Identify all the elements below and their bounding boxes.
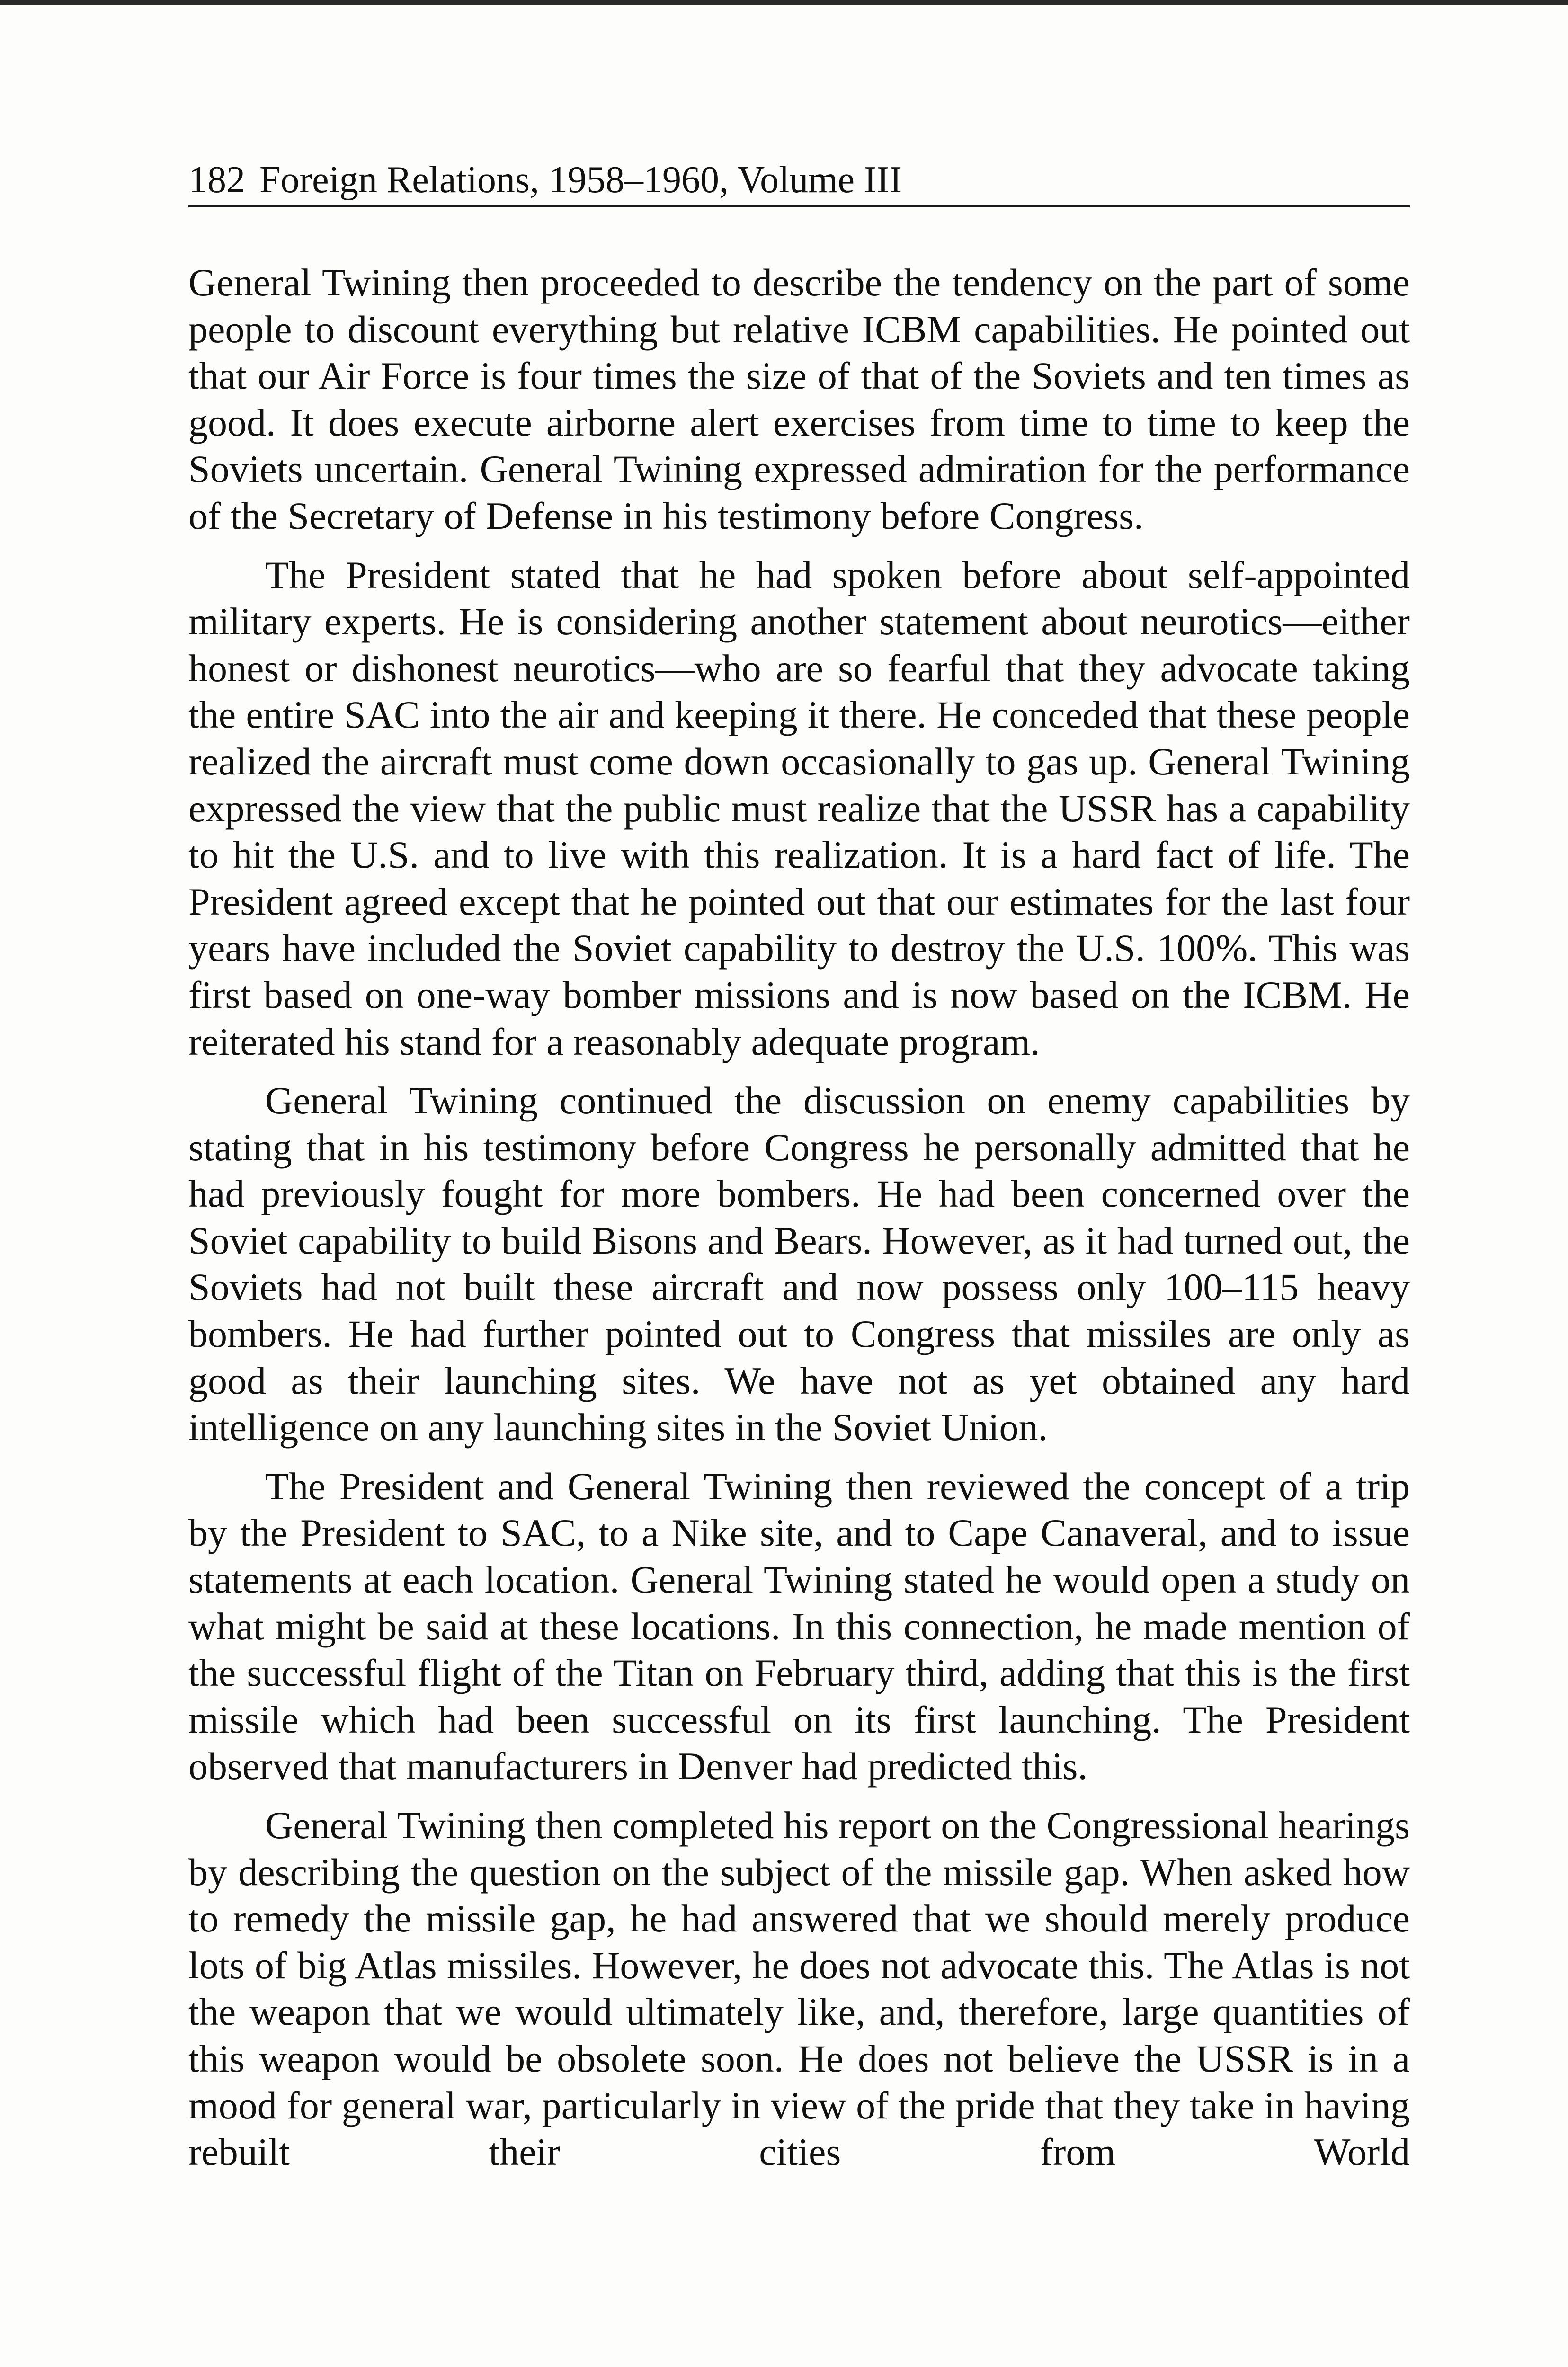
- paragraph-3: General Twining continued the discussion on enemy capabilities by stating that in his testimony before Congress he personally admitted that he had previously fought for more bombers. He had been concerned over the Soviet capability to build Bisons and Bears. However, as it had turned out, the Soviets had not built these aircraft and now possess only 100–115 heavy bombers. He had further pointed out to Congress that missiles are only as good as their launching sites. We have not as yet obtained any hard intelligence on any launching sites in the Soviet Union.: [188, 1079, 1410, 1449]
- running-head: [188, 156, 1410, 207]
- body-text: [188, 259, 1410, 2176]
- paragraph-4: The President and General Twining then reviewed the concept of a trip by the President to SAC, to a Nike site, and to Cape Canaveral, and to issue statements at each location. General Twining stated he would open a study on what might be said at these locations. In this connection, he made mention of the successful flight of the Titan on February third, adding that this is the first missile which had been successful on its first launching. The President observed that manufacturers in Denver had predicted this.: [188, 1464, 1410, 1788]
- paragraph-1: General Twining then proceeded to describe the tendency on the part of some people to discount everything but relative ICBM capabilities. He pointed out that our Air Force is four times the size of that of the Soviets and ten times as good. It does execute airborne alert exercises from time to time to keep the Soviets uncertain. General Twining expressed admiration for the performance of the Secretary of Defense in his testimony before Congress.: [188, 261, 1410, 537]
- paragraph-2: The President stated that he had spoken before about self-appointed military experts. He is considering another statement about neurotics—either honest or dishonest neurotics—who are so fearful that they advocate taking the entire SAC into the air and keeping it there. He conceded that these people realized the aircraft must come down occasionally to gas up. General Twining expressed the view that the public must realize that the USSR has a capability to hit the U.S. and to live with this realization. It is a hard fact of life. The President agreed except that he pointed out that our estimates for the last four years have included the Soviet capability to destroy the U.S. 100%. This was first based on one-way bomber missions and is now based on the ICBM. He reiterated his stand for a reasonably adequate program.: [188, 553, 1410, 1063]
- running-title: Foreign Relations, 1958–1960, Volume III: [259, 159, 902, 201]
- page-number: 182: [188, 159, 245, 201]
- paragraph-5: General Twining then completed his report on the Congressional hearings by describing the question on the subject of the missile gap. When asked how to remedy the missile gap, he had answered that we should merely produce lots of big Atlas missiles. However, he does not advocate this. The Atlas is not the weapon that we would ultimately like, and, therefore, large quantities of this weapon would be obsolete soon. He does not believe the USSR is in a mood for general war, particularly in view of the pride that they take in having rebuilt their cities from World: [188, 1804, 1410, 2174]
- scan-top-edge: [0, 0, 1568, 5]
